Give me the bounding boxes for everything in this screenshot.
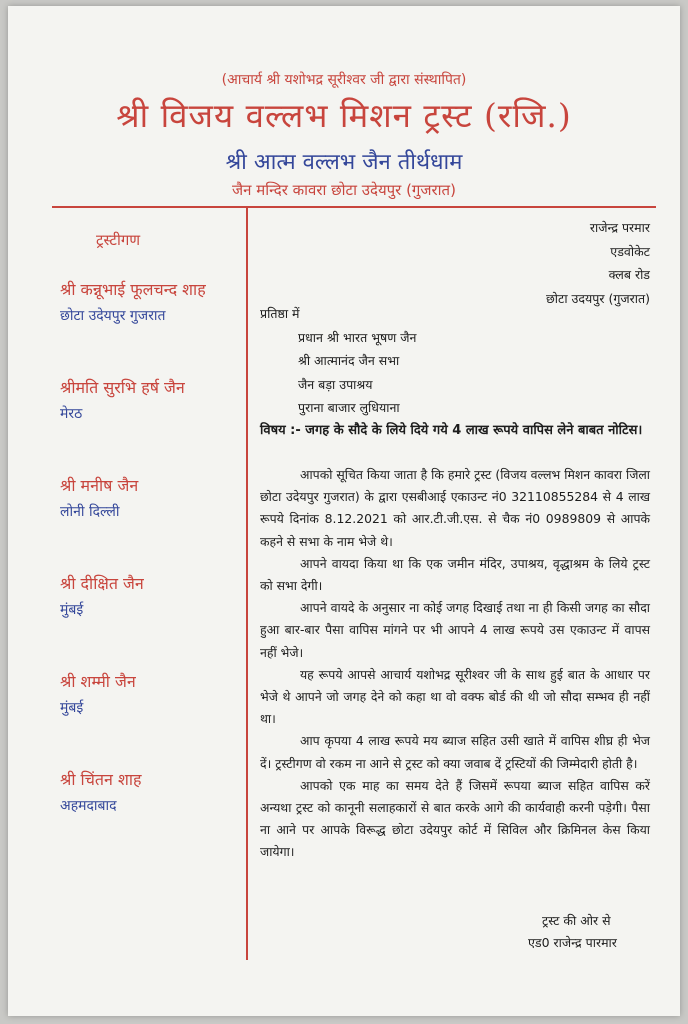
- founder-line: (आचार्य श्री यशोभद्र सूरीश्वर जी द्वारा संस्थापित): [221, 72, 467, 88]
- trustee-name: श्री मनीष जैन: [60, 476, 139, 495]
- trustee-place: मेरठ: [60, 406, 83, 422]
- column-divider: [246, 208, 248, 960]
- trustee-name: श्रीमति सुरभि हर्ष जैन: [60, 378, 185, 397]
- tirth-name-subtitle: श्री आत्म वल्लभ जैन तीर्थधाम: [225, 150, 463, 175]
- trustee-item: [60, 278, 244, 325]
- trustee-name: श्री चिंतन शाह: [60, 770, 142, 789]
- signoff-block: [528, 910, 617, 954]
- to-heading: प्रतिष्ठा में: [260, 306, 300, 321]
- letter-body: [260, 464, 650, 864]
- trustee-item: [60, 670, 244, 717]
- recipient-block: [260, 302, 416, 420]
- body-paragraph: आपने वायदे के अनुसार ना कोई जगह दिखाई तथा ना ही किसी जगह का सौदा हुआ बार-बार पैसा वापिस मांगने पर भी आपने 4 लाख रूपये उस एकाउन्ट में वापस नहीं भेजे।: [260, 600, 650, 660]
- header-divider: [52, 206, 656, 208]
- sender-block: [546, 216, 650, 310]
- trustee-name: श्री कन्नूभाई फूलचन्द शाह: [60, 280, 206, 299]
- trustee-name: श्री दीक्षित जैन: [60, 574, 144, 593]
- subject-line: विषय :- जगह के सौदे के लिये दिये गये 4 लाख रूपये वापिस लेने बाबत नोटिस।: [260, 423, 643, 438]
- header-address: जैन मन्दिर कावरा छोटा उदेयपुर (गुजरात): [232, 181, 456, 199]
- trustee-place: मुंबई: [60, 602, 84, 618]
- trustee-place: मुंबई: [60, 700, 84, 716]
- sender-designation: एडवोकेट: [610, 243, 650, 259]
- signoff-name: एड0 राजेन्द्र पारमार: [528, 935, 617, 950]
- trustee-place: छोटा उदेयपुर गुजरात: [60, 308, 166, 324]
- sender-street: क्लब रोड: [608, 267, 650, 282]
- body-paragraph: आपको एक माह का समय देते हैं जिसमें रूपया ब्याज सहित वापिस करें अन्यथा ट्रस्ट को कानूनी सलाहकारों से बात करके आगे की कार्यवाही करनी पड़ेगी। पैसा ना आने पर आपके विरूद्ध छोटा उदेयपुर कोर्ट में सिविल और क्रिमिनल केस किया जायेगा।: [260, 777, 650, 860]
- body-paragraph: आपने वायदा किया था कि एक जमीन मंदिर, उपाश्रय, वृद्धाश्रम के लिये ट्रस्ट को सभा देगी।: [260, 555, 650, 594]
- signoff-on-behalf: ट्रस्ट की ओर से: [542, 913, 611, 928]
- recipient-line: पुराना बाजार लुधियाना: [298, 400, 400, 415]
- recipient-line: जैन बड़ा उपाश्रय: [298, 376, 373, 392]
- body-paragraph: आपको सूचित किया जाता है कि हमारे ट्रस्ट (विजय वल्लभ मिशन कावरा जिला छोटा उदेयपुर गुजरात) के द्वारा एसबीआई एकाउन्ट नं0 32110855284 से 4 लाख रूपये दिनांक 8.12.2021 को आर.टी.जी.एस. से चैक नं0 0989809 से आपके कहने से सभा के नाम भेजे थे।: [260, 467, 651, 549]
- body-paragraph: यह रूपये आपसे आचार्य यशोभद्र सूरीश्वर जी के साथ हुई बात के आधार पर भेजे थे आपने जो जगह देने को कहा था वो वक्फ बोर्ड की थी जो सौदा सम्भव ही नहीं था।: [260, 666, 650, 727]
- trustee-item: [60, 376, 244, 423]
- body-paragraph: आप कृपया 4 लाख रूपये मय ब्याज सहित उसी खाते में वापिस शीघ्र ही भेज दें। ट्रस्टीगण वो रकम ना आने से ट्रस्ट को क्या जवाब दें ट्रस्टियों की जिम्मेदारी होती है।: [260, 733, 650, 771]
- trustee-place: लोनी दिल्ली: [60, 504, 120, 520]
- trustee-name: श्री शम्मी जैन: [60, 672, 136, 691]
- trustees-heading: ट्रस्टीगण: [96, 231, 141, 249]
- recipient-line: श्री आत्मानंद जैन सभा: [298, 353, 400, 368]
- trustee-item: [60, 572, 244, 619]
- trustee-item: [60, 768, 244, 815]
- sender-name: राजेन्द्र परमार: [589, 220, 650, 235]
- sender-city: छोटा उदयपुर (गुजरात): [546, 290, 650, 306]
- trustee-place: अहमदाबाद: [60, 798, 117, 814]
- recipient-line: प्रधान श्री भारत भूषण जैन: [298, 329, 417, 345]
- trust-name-title: श्री विजय वल्लभ मिशन ट्रस्ट (रजि.): [116, 96, 572, 135]
- trustee-item: [60, 474, 244, 521]
- letter-sheet: [8, 6, 680, 1016]
